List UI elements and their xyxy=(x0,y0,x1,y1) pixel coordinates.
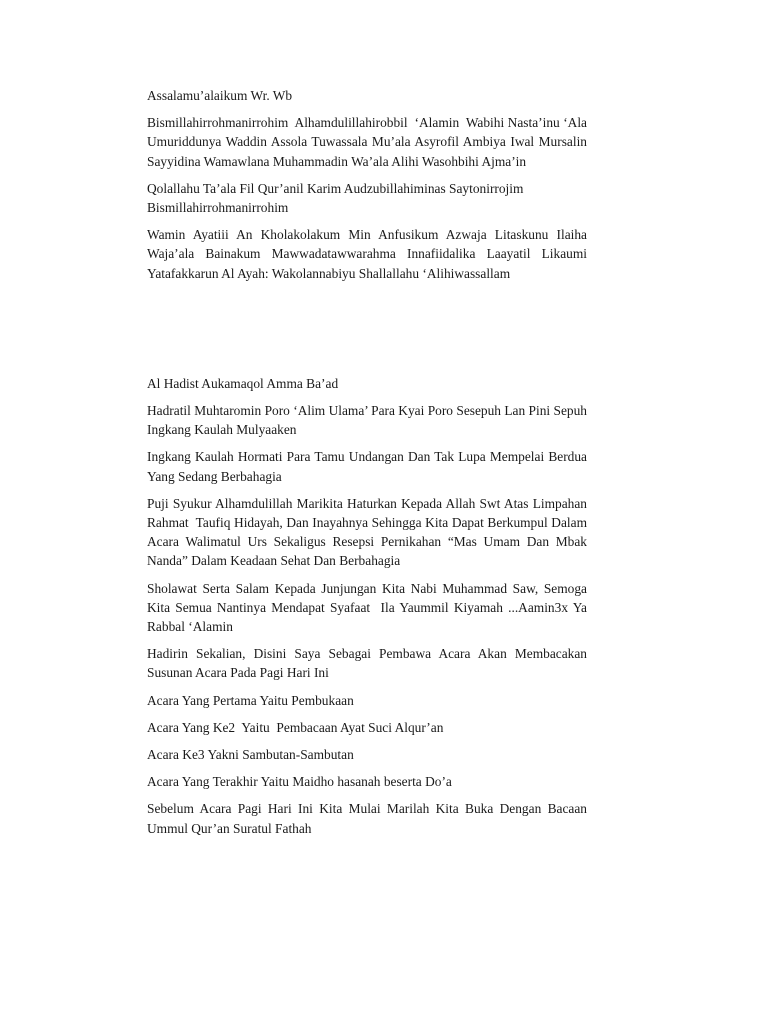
paragraph-hadratil: Hadratil Muhtaromin Poro ‘Alim Ulama’ Para Kyai Poro Sesepuh Lan Pini Sepuh Ingkang Kaulah Mulyaaken xyxy=(147,403,591,438)
paragraph-greeting: Assalamu’alaikum Wr. Wb xyxy=(147,88,293,103)
paragraph-ingkang: Ingkang Kaulah Hormati Para Tamu Undangan Dan Tak Lupa Mempelai Berdua Yang Sedang Berbahagia xyxy=(147,449,590,484)
paragraph-al-hadist: Al Hadist Aukamaqol Amma Ba’ad xyxy=(147,375,339,391)
paragraph-hadirin: Hadirin Sekalian, Disini Saya Sebagai Pembawa Acara Akan Membacakan Susunan Acara Pada Pagi Hari Ini xyxy=(147,646,591,681)
agenda-item-2: Acara Yang Ke2 Yaitu Pembacaan Ayat Suci Alqur’an xyxy=(147,719,444,735)
paragraph-bismillah: Bismillahirrohmanirrohim Alhamdulillahirobbil ‘Alamin Wabihi Nasta’inu ‘Ala Umuriddunya Waddin Assola Tuwassala Mu’ala Asyrofil Ambiya Iwal Mursalin Sayyidina Wamawlana Muhammadin Wa’ala Alihi Wasohbihi Ajma’in xyxy=(147,115,594,169)
agenda-item-3: Acara Ke3 Yakni Sambutan-Sambutan xyxy=(147,747,354,763)
blank-gap xyxy=(147,291,587,374)
paragraph-qolallahu: Qolallahu Ta’ala Fil Qur’anil Karim Audzubillahiminas Saytonirrojim Bismillahirrohmanirrohim xyxy=(147,180,527,216)
paragraph-puji-syukur: Puji Syukur Alhamdulillah Marikita Haturkan Kepada Allah Swt Atas Limpahan Rahmat Taufiq Hidayah, Dan Inayahnya Sehingga Kita Dapat Berkumpul Dalam Acara Walimatul Urs Sekaligus Resepsi Pernikahan “Mas Umam Dan Mbak Nanda” Dalam Keadaan Sehat Dan Berbahagia xyxy=(147,495,591,569)
paragraph-sebelum-acara: Sebelum Acara Pagi Hari Ini Kita Mulai Marilah Kita Buka Dengan Bacaan Ummul Qur’an Suratul Fathah xyxy=(147,801,594,836)
paragraph-sholawat: Sholawat Serta Salam Kepada Junjungan Kita Nabi Muhammad Saw, Semoga Kita Semua Nantinya Mendapat Syafaat Ila Yaummil Kiyamah ...Aamin3x Ya Rabbal ‘Alamin xyxy=(147,580,591,635)
paragraph-wamin-ayatiii: Wamin Ayatiii An Kholakolakum Min Anfusikum Azwaja Litaskunu Ilaiha Waja’ala Bainakum Mawwadatawwarahma Innafiidalika Laayatil Likaumi Yatafakkarun Al Ayah: Wakolannabiyu Shallallahu ‘Alihiwassallam xyxy=(147,227,591,281)
agenda-item-1: Acara Yang Pertama Yaitu Pembukaan xyxy=(147,692,354,708)
document-page xyxy=(147,86,594,846)
agenda-item-4: Acara Yang Terakhir Yaitu Maidho hasanah beserta Do’a xyxy=(147,774,452,790)
